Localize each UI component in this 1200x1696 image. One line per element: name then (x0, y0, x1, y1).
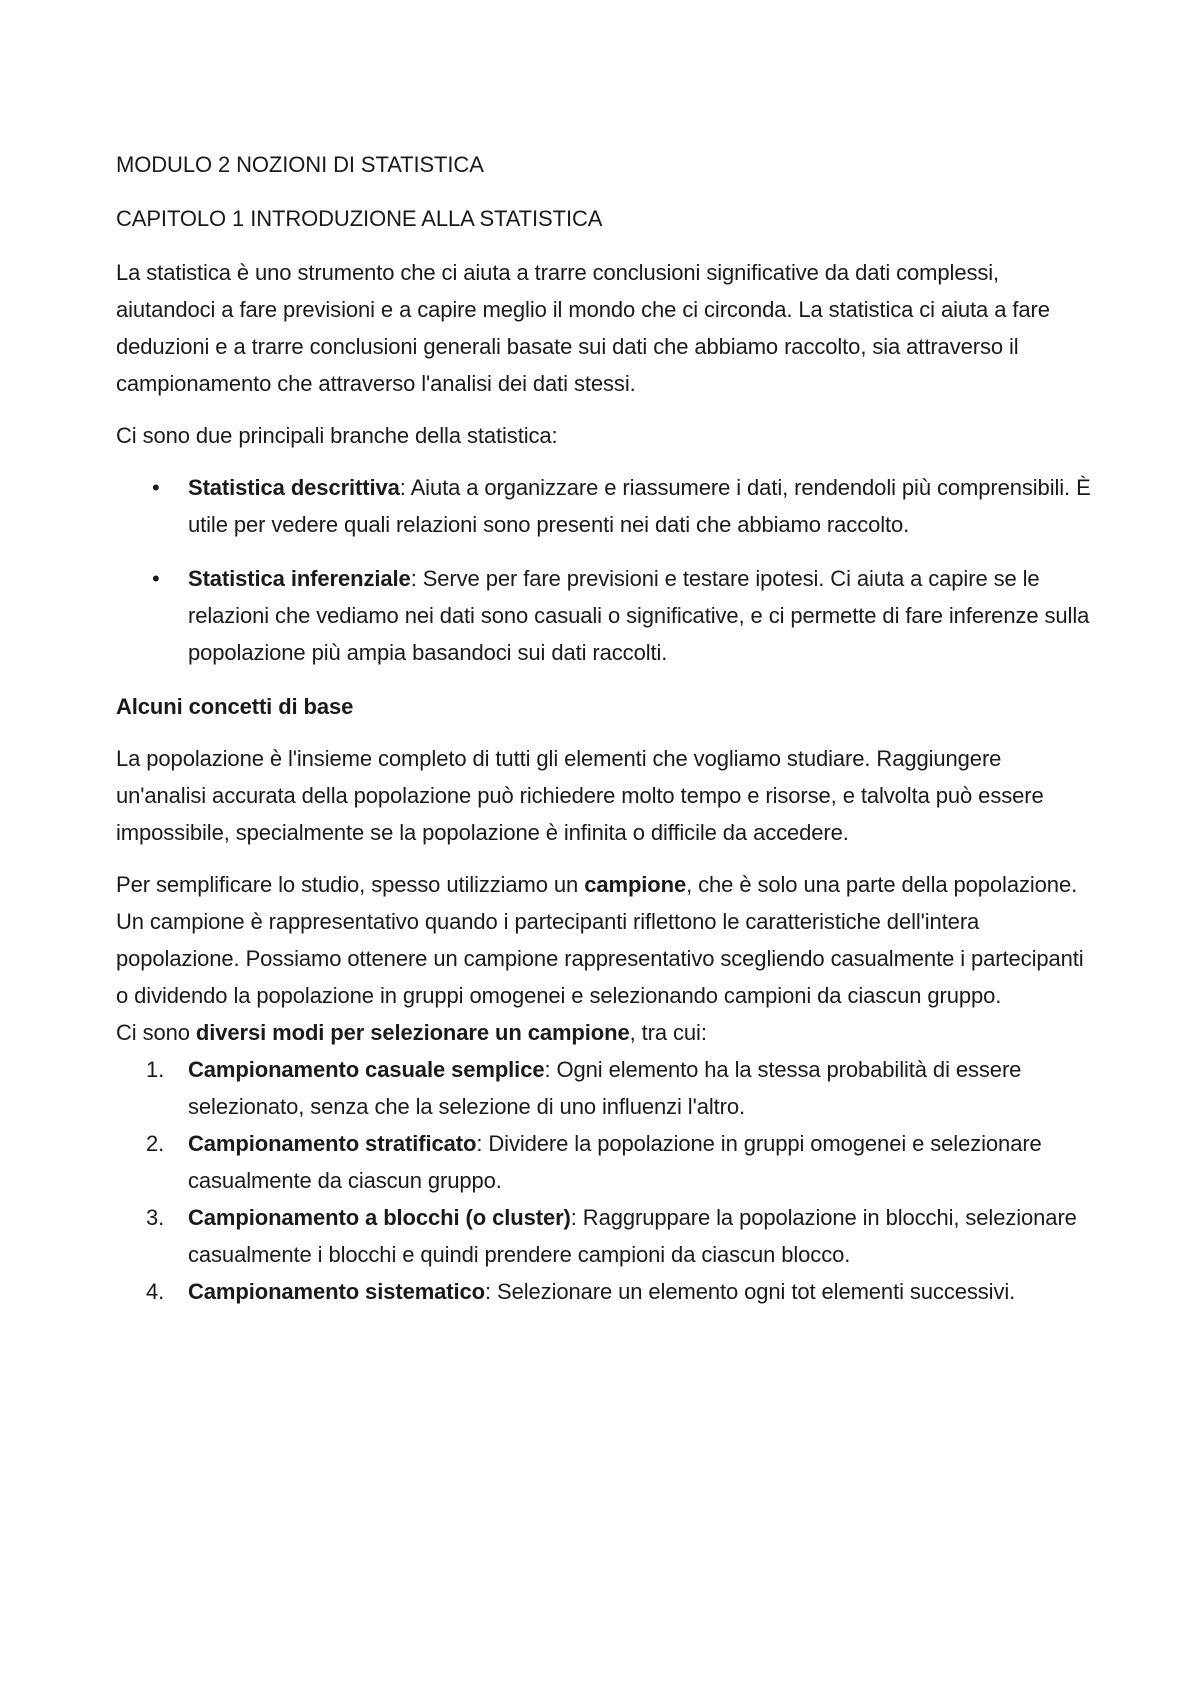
document-page (116, 146, 1096, 1310)
branch-term: Statistica inferenziale (188, 566, 411, 591)
list-item-method-simple-random (116, 1051, 1096, 1125)
branch-text: : Serve per fare previsioni e testare ipotesi. Ci aiuta a capire se le relazioni che vediamo nei dati sono casuali o significative, e ci permette di fare inferenze sulla popolazione più ampia basandoci sui dati raccolti. (188, 566, 1090, 665)
list-item-method-stratified (116, 1125, 1096, 1199)
section-heading (116, 688, 1096, 725)
methods-list (116, 1051, 1096, 1310)
list-number: 4. (146, 1279, 165, 1304)
bullet-marker: • (152, 566, 160, 591)
method-term: Campionamento a blocchi (o cluster) (188, 1205, 571, 1230)
section-heading-text: Alcuni concetti di base (116, 694, 354, 719)
branch-term: Statistica descrittiva (188, 475, 400, 500)
sample-text-before: Per semplificare lo studio, spesso utilizziamo un (116, 872, 585, 897)
branches-list (116, 469, 1096, 671)
branch-text: : Aiuta a organizzare e riassumere i dati, rendendoli più comprensibili. È utile per vedere quali relazioni sono presenti nei dati che abbiamo raccolto. (188, 475, 1091, 537)
method-term: Campionamento stratificato (188, 1131, 477, 1156)
list-item-branch-descriptive (116, 469, 1096, 543)
method-term: Campionamento casuale semplice (188, 1057, 545, 1082)
list-item-branch-inferential (116, 560, 1096, 671)
methods-intro-after: , tra cui: (629, 1020, 707, 1045)
method-text: : Selezionare un elemento ogni tot elementi successivi. (485, 1279, 1016, 1304)
method-term: Campionamento sistematico (188, 1279, 486, 1304)
sample-term: campione (584, 872, 687, 897)
chapter-title: CAPITOLO 1 INTRODUZIONE ALLA STATISTICA (116, 206, 603, 231)
module-title: MODULO 2 NOZIONI DI STATISTICA (116, 152, 484, 177)
list-number: 2. (146, 1131, 165, 1156)
methods-intro (116, 1014, 1096, 1051)
list-number: 1. (146, 1057, 165, 1082)
list-number: 3. (146, 1205, 165, 1230)
method-text: : Dividere la popolazione in gruppi omogenei e selezionare casualmente da ciascun gruppo. (188, 1131, 1042, 1193)
sample-text-after: , che è solo una parte della popolazione. Un campione è rappresentativo quando i partecipanti riflettono le caratteristiche dell'intera popolazione. Possiamo ottenere un campione rappresentativo scegliendo casualmente i partecipanti o dividendo la popolazione in gruppi omogenei e selezionando campioni da ciascun gruppo. (116, 872, 1084, 1008)
method-text: : Ogni elemento ha la stessa probabilità di essere selezionato, senza che la selezione di uno influenzi l'altro. (188, 1057, 1022, 1119)
methods-intro-term: diversi modi per selezionare un campione (195, 1020, 630, 1045)
list-item-method-systematic (116, 1273, 1096, 1310)
branches-intro: Ci sono due principali branche della statistica: (116, 423, 558, 448)
intro-paragraph: La statistica è uno strumento che ci aiuta a trarre conclusioni significative da dati complessi, aiutandoci a fare previsioni e a capire meglio il mondo che ci circonda. La statistica ci aiuta a fare deduzioni e a trarre conclusioni generali basate sui dati che abbiamo raccolto, sia attraverso il campionamento che attraverso l'analisi dei dati stessi. (116, 260, 1050, 396)
method-text: : Raggruppare la popolazione in blocchi, selezionare casualmente i blocchi e quindi prendere campioni da ciascun blocco. (188, 1205, 1077, 1267)
population-paragraph: La popolazione è l'insieme completo di tutti gli elementi che vogliamo studiare. Raggiungere un'analisi accurata della popolazione può richiedere molto tempo e risorse, e talvolta può essere impossibile, specialmente se la popolazione è infinita o difficile da accedere. (116, 746, 1044, 845)
methods-intro-before: Ci sono (116, 1020, 196, 1045)
sample-paragraph (116, 866, 1096, 1014)
bullet-marker: • (152, 475, 160, 500)
list-item-method-cluster (116, 1199, 1096, 1273)
